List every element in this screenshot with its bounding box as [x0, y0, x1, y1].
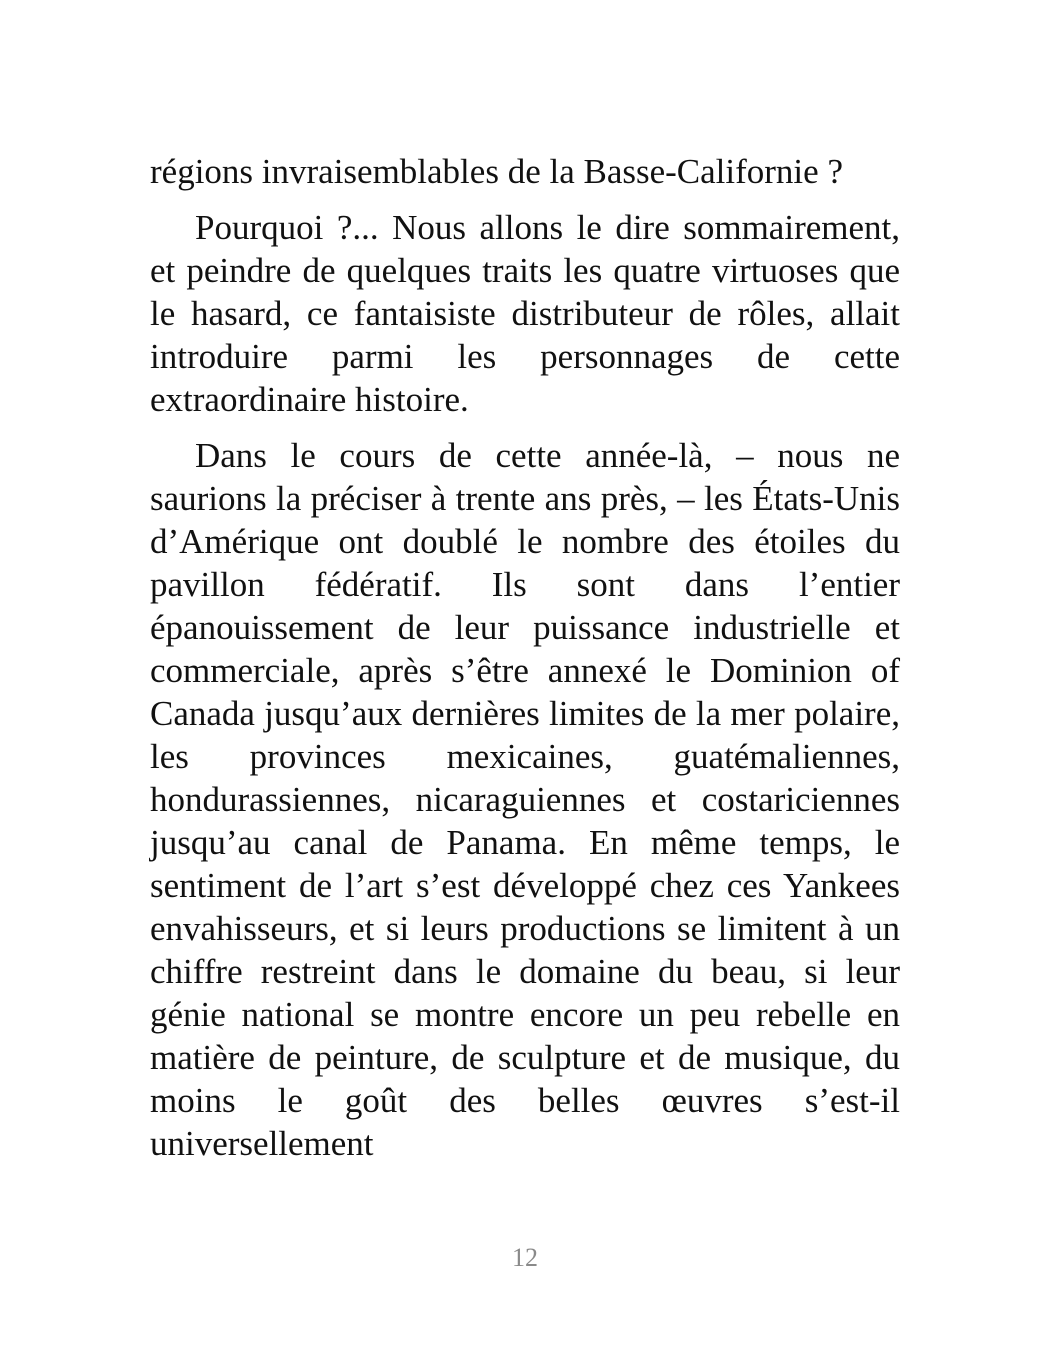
paragraph-dans-le-cours: Dans le cours de cette année-là, – nous ne saurions la préciser à trente ans près, – les États-Unis d’Amérique ont doublé le nombre des étoiles du pavillon fédératif. Ils sont dans l’entier épanouissement de leur puissance industrielle et commerciale, après s’être annexé le Dominion of Canada jusqu’aux dernières limites de la mer polaire, les provinces mexicaines, guatémaliennes, hondurassiennes, nicaraguiennes et costariciennes jusqu’au canal de Panama. En même temps, le sentiment de l’art s’est développé chez ces Yankees envahisseurs, et si leurs productions se limitent à un chiffre restreint dans le domaine du beau, si leur génie national se montre encore un peu rebelle en matière de peinture, de sculpture et de musique, du moins le goût des belles œuvres s’est-il universellement — [150, 436, 900, 1163]
body-text — [150, 150, 900, 1178]
page-number: 12 — [512, 1243, 538, 1272]
paragraph-pourquoi: Pourquoi ?... Nous allons le dire sommairement, et peindre de quelques traits les quatre virtuoses que le hasard, ce fantaisiste distributeur de rôles, allait introduire parmi les personnages de cette extraordinaire histoire. — [150, 208, 900, 419]
paragraph-continuation: régions invraisemblables de la Basse-Californie ? — [150, 152, 843, 191]
